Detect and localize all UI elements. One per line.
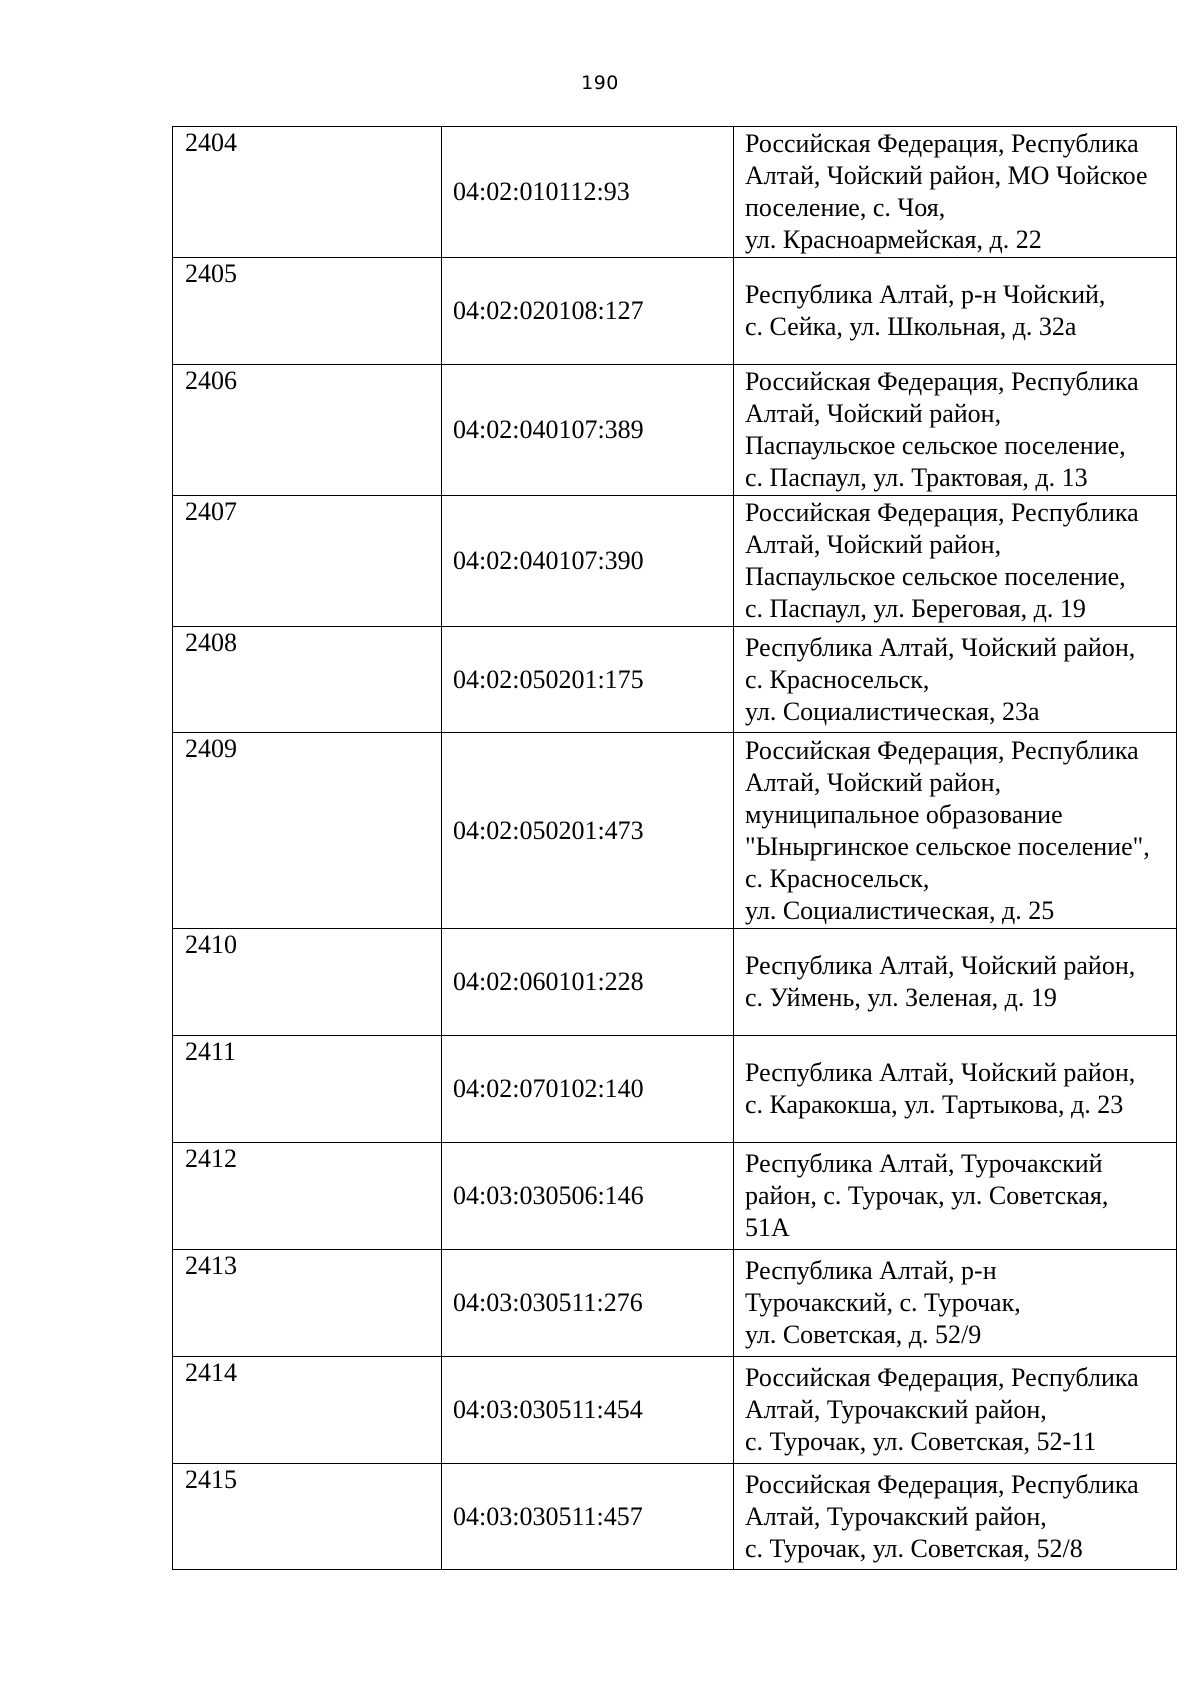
cadastral-number: 04:02:010112:93 xyxy=(442,127,734,258)
row-number: 2415 xyxy=(173,1464,442,1570)
address-line: "Ыныргинское сельское поселение", xyxy=(745,831,1150,861)
table-row xyxy=(173,127,1177,258)
cadastral-number: 04:02:070102:140 xyxy=(442,1036,734,1143)
address-line: Российская Федерация, Республика xyxy=(745,498,1139,527)
cadastral-number: 04:02:040107:389 xyxy=(442,365,734,496)
address-line: с. Турочак, ул. Советская, 52/8 xyxy=(745,1533,1083,1563)
address-line: Паспаульское сельское поселение, xyxy=(745,431,1126,460)
table-row xyxy=(173,733,1177,929)
row-number: 2404 xyxy=(173,127,442,258)
address-line: Алтай, Чойский район, xyxy=(745,399,1002,428)
address-line: район, с. Турочак, ул. Советская, xyxy=(745,1181,1109,1210)
address-line: Алтай, Чойский район, xyxy=(745,530,1002,559)
cadastral-number: 04:03:030511:457 xyxy=(442,1464,734,1570)
table-row xyxy=(173,496,1177,627)
table-row xyxy=(173,365,1177,496)
row-number: 2406 xyxy=(173,365,442,496)
address-line: Алтай, Чойский район, xyxy=(745,767,1002,797)
address-line: 51А xyxy=(745,1213,790,1242)
row-number: 2411 xyxy=(173,1036,442,1143)
address-line: с. Красносельск, xyxy=(745,863,930,893)
address-cell xyxy=(734,627,1177,733)
address-cell xyxy=(734,733,1177,929)
address-line: с. Красносельск, xyxy=(745,664,930,694)
address-cell xyxy=(734,1250,1177,1357)
address-line: Российская Федерация, Республика xyxy=(745,1363,1139,1392)
address-line: ул. Социалистическая, 23а xyxy=(745,696,1040,726)
cadastral-number: 04:02:060101:228 xyxy=(442,929,734,1036)
address-line: Алтай, Турочакский район, xyxy=(745,1501,1047,1531)
table-row xyxy=(173,1250,1177,1357)
address-cell xyxy=(734,929,1177,1036)
table-row xyxy=(173,1143,1177,1250)
row-number: 2408 xyxy=(173,627,442,733)
address-line: Республика Алтай, Чойский район, xyxy=(745,1058,1136,1087)
address-cell xyxy=(734,496,1177,627)
page-number: 190 xyxy=(581,72,619,94)
row-number: 2409 xyxy=(173,733,442,929)
table-row xyxy=(173,1036,1177,1143)
row-number: 2414 xyxy=(173,1357,442,1464)
table-row xyxy=(173,1357,1177,1464)
address-line: Российская Федерация, Республика xyxy=(745,1469,1139,1499)
address-line: с. Уймень, ул. Зеленая, д. 19 xyxy=(745,983,1057,1012)
address-line: Республика Алтай, р-н xyxy=(745,1256,997,1285)
address-line: Республика Алтай, Турочакский xyxy=(745,1149,1103,1178)
address-line: с. Каракокша, ул. Тартыкова, д. 23 xyxy=(745,1090,1124,1119)
address-cell xyxy=(734,365,1177,496)
address-line: поселение, с. Чоя, xyxy=(745,193,946,222)
address-line: ул. Социалистическая, д. 25 xyxy=(745,895,1055,925)
cadastral-number: 04:03:030511:276 xyxy=(442,1250,734,1357)
table-row xyxy=(173,929,1177,1036)
row-number: 2412 xyxy=(173,1143,442,1250)
address-line: с. Паспаул, ул. Береговая, д. 19 xyxy=(745,594,1086,623)
address-line: Российская Федерация, Республика xyxy=(745,367,1139,396)
address-line: муниципальное образование xyxy=(745,799,1063,829)
address-line: Республика Алтай, Чойский район, xyxy=(745,632,1136,662)
cadastral-number: 04:02:050201:473 xyxy=(442,733,734,929)
cadastral-number: 04:02:050201:175 xyxy=(442,627,734,733)
address-cell xyxy=(734,1357,1177,1464)
address-line: Российская Федерация, Республика xyxy=(745,129,1139,158)
address-line: Турочакский, с. Турочак, xyxy=(745,1288,1021,1317)
address-line: Алтай, Чойский район, МО Чойское xyxy=(745,161,1148,190)
cadastral-number: 04:02:040107:390 xyxy=(442,496,734,627)
cadastral-number: 04:03:030511:454 xyxy=(442,1357,734,1464)
property-table xyxy=(172,126,1177,1570)
table-row xyxy=(173,1464,1177,1570)
row-number: 2410 xyxy=(173,929,442,1036)
table-row xyxy=(173,627,1177,733)
address-line: Республика Алтай, р-н Чойский, xyxy=(745,280,1106,309)
address-cell xyxy=(734,1036,1177,1143)
address-line: с. Турочак, ул. Советская, 52-11 xyxy=(745,1427,1097,1456)
address-line: с. Паспаул, ул. Трактовая, д. 13 xyxy=(745,463,1088,492)
address-cell xyxy=(734,127,1177,258)
row-number: 2405 xyxy=(173,258,442,365)
table-row xyxy=(173,258,1177,365)
address-line: ул. Красноармейская, д. 22 xyxy=(745,225,1042,254)
address-line: с. Сейка, ул. Школьная, д. 32а xyxy=(745,312,1077,341)
address-cell xyxy=(734,1143,1177,1250)
cadastral-number: 04:02:020108:127 xyxy=(442,258,734,365)
address-line: Алтай, Турочакский район, xyxy=(745,1395,1047,1424)
row-number: 2407 xyxy=(173,496,442,627)
address-line: ул. Советская, д. 52/9 xyxy=(745,1320,982,1349)
table-body xyxy=(173,127,1177,1570)
address-cell xyxy=(734,1464,1177,1570)
address-line: Российская Федерация, Республика xyxy=(745,735,1139,765)
address-line: Республика Алтай, Чойский район, xyxy=(745,951,1136,980)
address-cell xyxy=(734,258,1177,365)
address-line: Паспаульское сельское поселение, xyxy=(745,562,1126,591)
row-number: 2413 xyxy=(173,1250,442,1357)
cadastral-number: 04:03:030506:146 xyxy=(442,1143,734,1250)
